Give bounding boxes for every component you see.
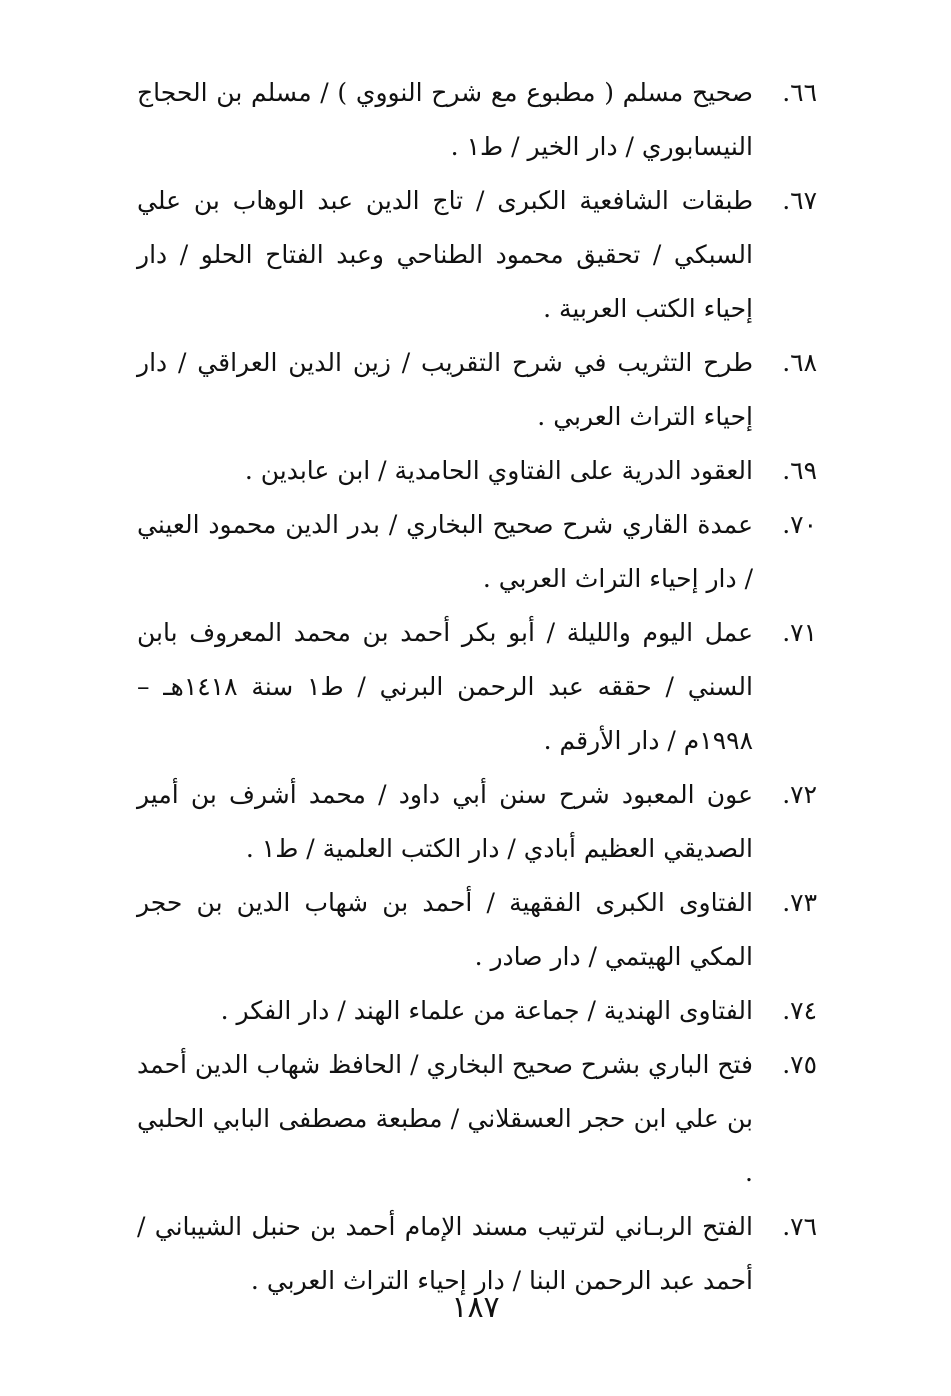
bibliography-entry-70: [137, 498, 817, 606]
page-number: ١٨٧: [451, 1290, 500, 1325]
entry-number: ٦٨.: [782, 348, 817, 377]
bibliography-entry-68: [137, 336, 817, 444]
entry-text: صحيح مسلم ( مطبوع مع شرح النووي ) / مسلم بن الحجاج النيسابوري / دار الخير / ط١ .: [137, 78, 753, 161]
entry-number: ٧١.: [782, 618, 817, 647]
bibliography-entry-71: [137, 606, 817, 768]
entry-text: العقود الدرية على الفتاوي الحامدية / ابن عابدين .: [244, 456, 753, 485]
bibliography-entry-73: [137, 876, 817, 984]
entry-text: فتح الباري بشرح صحيح البخاري / الحافظ شهاب الدين أحمد بن علي ابن حجر العسقلاني / مطبعة مصطفى البابي الحلبي .: [137, 1050, 753, 1187]
entry-number: ٧٠.: [782, 510, 817, 539]
entry-number: ٦٩.: [782, 456, 817, 485]
entry-number: ٧٥.: [782, 1050, 817, 1079]
entry-text: عمل اليوم والليلة / أبو بكر أحمد بن محمد المعروف بابن السني / حققه عبد الرحمن البرني / ط١ سنة ١٤١٨هـ – ١٩٩٨م / دار الأرقم .: [137, 618, 753, 755]
entry-number: ٧٣.: [782, 888, 817, 917]
entry-text: طبقات الشافعية الكبرى / تاج الدين عبد الوهاب بن علي السبكي / تحقيق محمود الطناحي وعبد الفتاح الحلو / دار إحياء الكتب العربية .: [137, 186, 753, 323]
bibliography-entry-66: [137, 66, 817, 174]
bibliography-entry-69: [137, 444, 817, 498]
entry-number: ٧٤.: [782, 996, 817, 1025]
entry-text: عون المعبود شرح سنن أبي داود / محمد أشرف بن أمير الصديقي العظيم أبادي / دار الكتب العلمية / ط١ .: [137, 780, 753, 863]
entry-number: ٦٧.: [782, 186, 817, 215]
entry-text: عمدة القاري شرح صحيح البخاري / بدر الدين محمود العيني / دار إحياء التراث العربي .: [137, 510, 753, 593]
entry-text: الفتاوى الهندية / جماعة من علماء الهند / دار الفكر .: [220, 996, 753, 1025]
entry-text: الفتح الربـاني لترتيب مسند الإمام أحمد بن حنبل الشيباني / أحمد عبد الرحمن البنا / دار إحياء التراث العربي .: [137, 1212, 753, 1295]
entry-text: الفتاوى الكبرى الفقهية / أحمد بن شهاب الدين بن حجر المكي الهيتمي / دار صادر .: [137, 888, 753, 971]
entry-text: طرح التثريب في شرح التقريب / زين الدين العراقي / دار إحياء التراث العربي .: [137, 348, 753, 431]
bibliography-entry-74: [137, 984, 817, 1038]
bibliography-entry-67: [137, 174, 817, 336]
entry-number: ٦٦.: [782, 78, 817, 107]
bibliography-list: [137, 66, 817, 1308]
entry-number: ٧٢.: [782, 780, 817, 809]
bibliography-entry-75: [137, 1038, 817, 1200]
entry-number: ٧٦.: [782, 1212, 817, 1241]
bibliography-entry-72: [137, 768, 817, 876]
